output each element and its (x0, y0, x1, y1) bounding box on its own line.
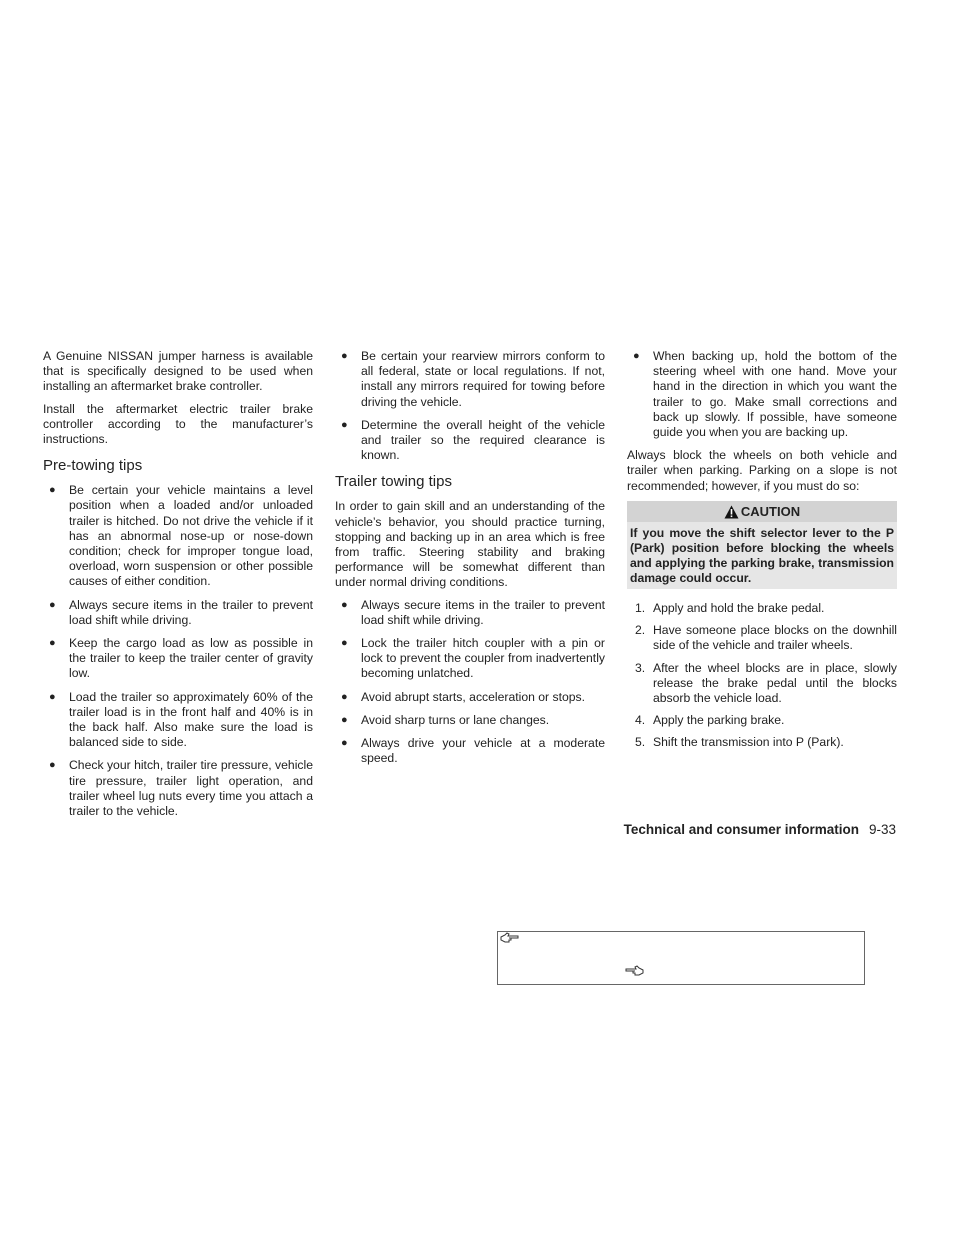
list-item-text: When backing up, hold the bottom of the steering wheel with one hand. Move your hand in the direction in which you want the trailer to go. Make small corrections and back up slowly. If possible, have someone guide you when you are backing up. (653, 349, 897, 440)
bullet-icon: ● (341, 737, 348, 750)
list-item-text: Always drive your vehicle at a moderate speed. (361, 736, 605, 766)
caution-box (627, 501, 897, 589)
trailer-towing-list (335, 598, 605, 767)
list-item-text: Always secure items in the trailer to prevent load shift while driving. (361, 597, 605, 627)
step-item (627, 735, 897, 750)
bullet-icon: ● (341, 713, 348, 726)
step-number: 5. (635, 735, 646, 750)
step-text: Apply the parking brake. (653, 713, 785, 728)
list-item (335, 349, 605, 410)
step-item (627, 713, 897, 728)
list-item-text: Avoid abrupt starts, acceleration or stops. (361, 689, 586, 704)
bullet-icon: ● (341, 418, 348, 431)
mirror-height-list (335, 349, 605, 463)
column-2 (335, 349, 605, 774)
list-item-text: Load the trailer so approximately 60% of the trailer load is in the front half and 40% is in the back half. Also make sure the load is balanced side to side. (69, 689, 313, 750)
bullet-icon: ● (49, 598, 56, 611)
bullet-icon: ● (633, 350, 640, 362)
list-item-text: Keep the cargo load as low as possible in the trailer to keep the trailer center of gravity low. (69, 636, 313, 681)
bullet-icon: ● (49, 637, 56, 650)
list-item (43, 636, 313, 682)
trailer-towing-heading: Trailer towing tips (335, 473, 452, 491)
pre-towing-list (43, 483, 313, 819)
bullet-icon: ● (341, 598, 348, 611)
column-1 (43, 349, 313, 827)
list-item (43, 483, 313, 589)
bullet-icon: ● (49, 690, 56, 703)
step-number: 3. (635, 660, 646, 675)
warning-triangle-icon (724, 505, 739, 519)
step-text: After the wheel blocks are in place, slowly release the brake pedal until the blocks absorb the vehicle load. (653, 660, 897, 706)
practice-paragraph: In order to gain skill and an understanding of the vehicle’s behavior, you should practice turning, stopping and backing up in an area which is free from traffic. Steering stability and braking performance will be somewhat different than under normal driving conditions. (335, 499, 605, 590)
step-number: 2. (635, 623, 646, 638)
list-item-text: Determine the overall height of the vehicle and trailer so the required clearance is known. (361, 417, 605, 463)
list-item-text: Check your hitch, trailer tire pressure, vehicle tire pressure, trailer light operation, and trailer wheel lug nuts every time you attach a trailer to the vehicle. (69, 758, 313, 819)
list-item (335, 690, 605, 705)
pointing-hand-icon (624, 965, 644, 977)
list-item (43, 690, 313, 751)
step-item (627, 661, 897, 707)
jumper-harness-paragraph: A Genuine NISSAN jumper harness is available that is specifically designed to be used when installing an aftermarket brake controller. (43, 349, 313, 394)
list-item (43, 758, 313, 819)
step-item (627, 601, 897, 616)
list-item (335, 713, 605, 728)
list-item-text: Always secure items in the trailer to prevent load shift while driving. (69, 597, 313, 627)
step-item (627, 623, 897, 653)
step-text: Shift the transmission into P (Park). (653, 735, 844, 750)
page-footer (624, 822, 896, 837)
block-wheels-paragraph: Always block the wheels on both vehicle and trailer when parking. Parking on a slope is not recommended; however, if you must do so: (627, 448, 897, 493)
bullet-icon: ● (341, 350, 348, 362)
backing-up-list (627, 349, 897, 440)
caution-header (627, 501, 897, 522)
step-number: 1. (635, 601, 646, 616)
bullet-icon: ● (49, 484, 56, 497)
pre-towing-heading: Pre-towing tips (43, 457, 143, 475)
list-item-text: Avoid sharp turns or lane changes. (361, 712, 550, 727)
bullet-icon: ● (341, 637, 348, 650)
page-number: 9-33 (868, 822, 896, 837)
list-item (335, 598, 605, 628)
column-3 (627, 349, 897, 758)
list-item-text: Lock the trailer hitch coupler with a pin or lock to prevent the coupler from inadvertently becoming unlatched. (361, 636, 605, 681)
pointing-hand-icon (500, 932, 520, 944)
list-item (43, 598, 313, 628)
list-item (627, 349, 897, 440)
step-number: 4. (635, 713, 646, 728)
caution-title: CAUTION (740, 503, 801, 519)
step-text: Apply and hold the brake pedal. (653, 601, 825, 616)
caution-text: If you move the shift selector lever to the P (Park) position before blocking the wheels and applying the parking brake, transmission damage could occur. (630, 526, 894, 586)
parking-steps-list (627, 601, 897, 751)
step-text: Have someone place blocks on the downhill side of the vehicle and trailer wheels. (653, 623, 897, 653)
reference-box (497, 931, 865, 985)
list-item (335, 736, 605, 766)
list-item (335, 418, 605, 464)
list-item (335, 636, 605, 682)
list-item-text: Be certain your vehicle maintains a level position when a loaded and/or unloaded trailer is hitched. Do not drive the vehicle if it has an abnormal nose-up or nose-down condition; check for improper tongue load, overload, worn suspension or other possible causes of either condition. (69, 483, 313, 589)
list-item-text: Be certain your rearview mirrors conform to all federal, state or local regulations. If not, install any mirrors required for towing before driving the vehicle. (361, 349, 605, 409)
install-controller-paragraph: Install the aftermarket electric trailer brake controller according to the manufacturer’s instructions. (43, 401, 313, 447)
bullet-icon: ● (341, 690, 348, 703)
bullet-icon: ● (49, 759, 56, 772)
section-title: Technical and consumer information (623, 822, 859, 837)
